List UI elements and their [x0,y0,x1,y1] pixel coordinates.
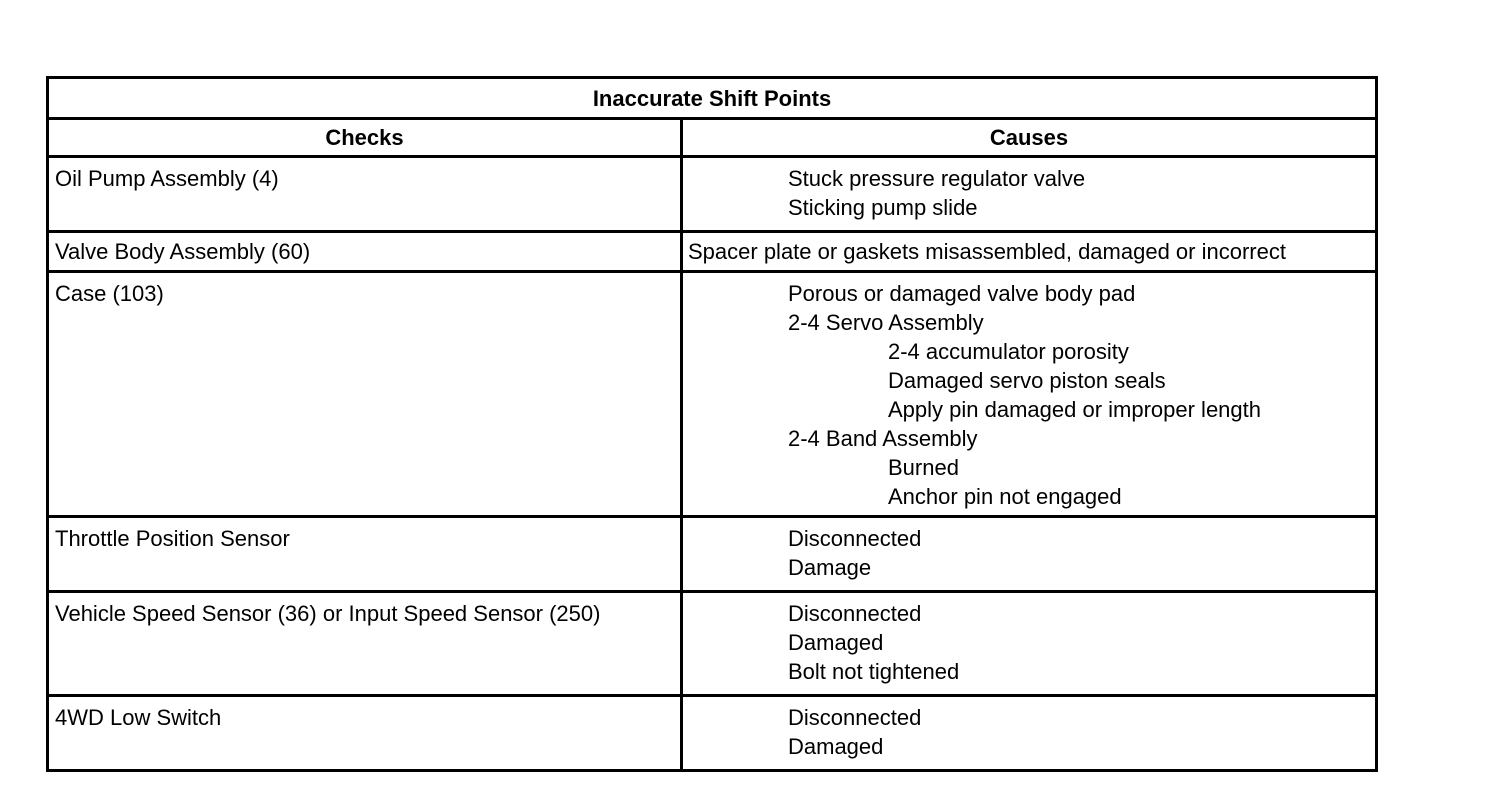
cause-item: Damaged [788,630,884,655]
cause-item: Damaged [788,734,884,759]
table-row [48,157,1377,232]
column-header-causes: Causes [682,119,1377,157]
cause-subitem: 2-4 accumulator porosity [888,339,1129,364]
table-title: Inaccurate Shift Points [48,78,1377,119]
check-cell: Throttle Position Sensor [48,517,682,592]
causes-cell [682,592,1377,696]
cause-item: Disconnected [788,601,922,626]
cause-item: Bolt not tightened [788,659,960,684]
table-row [48,272,1377,517]
cause-item: Disconnected [788,526,922,551]
column-header-checks: Checks [48,119,682,157]
cause-subitem: Anchor pin not engaged [888,484,1122,509]
check-cell: 4WD Low Switch [48,696,682,771]
cause-item: Sticking pump slide [788,195,978,220]
check-cell: Oil Pump Assembly (4) [48,157,682,232]
check-cell: Valve Body Assembly (60) [48,232,682,272]
cause-item: Damage [788,555,872,580]
cause-item: Spacer plate or gaskets misassembled, damaged or incorrect [688,239,1286,264]
table-row [48,592,1377,696]
cause-subitem: Damaged servo piston seals [888,368,1166,393]
causes-cell [682,517,1377,592]
cause-subitem: Apply pin damaged or improper length [888,397,1262,422]
cause-item: Disconnected [788,705,922,730]
table-row [48,696,1377,771]
table-row [48,232,1377,272]
check-cell: Vehicle Speed Sensor (36) or Input Speed Sensor (250) [48,592,682,696]
cause-group-heading: 2-4 Band Assembly [788,426,978,451]
causes-cell [682,272,1377,517]
causes-cell [682,696,1377,771]
check-cell: Case (103) [48,272,682,517]
cause-item: Stuck pressure regulator valve [788,166,1086,191]
cause-group-heading: 2-4 Servo Assembly [788,310,984,335]
table-row [48,517,1377,592]
diagnostic-table [46,76,1378,772]
causes-cell [682,157,1377,232]
causes-cell [682,232,1377,272]
cause-item: Porous or damaged valve body pad [788,281,1136,306]
cause-subitem: Burned [888,455,959,480]
